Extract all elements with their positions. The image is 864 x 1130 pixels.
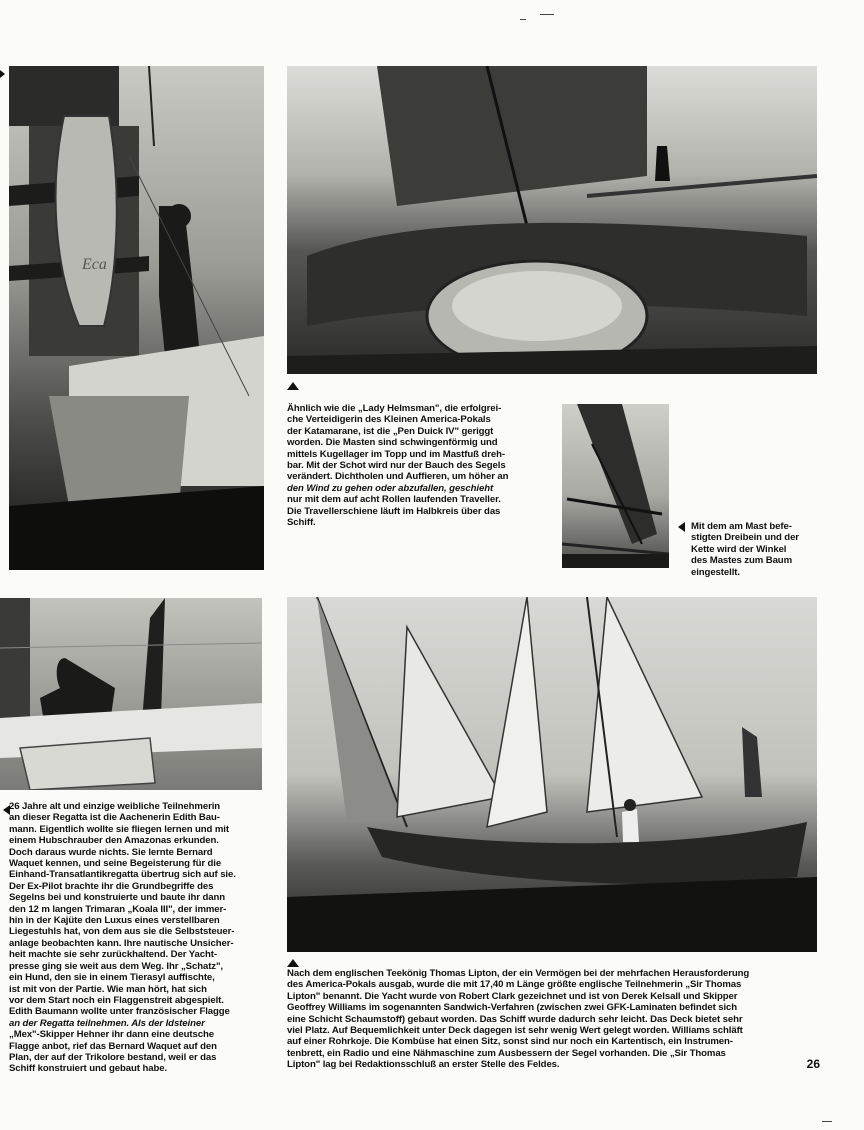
caption-line: Der Ex-Pilot brachte ihr die Grundbegriffe des: [9, 880, 214, 892]
caption-line: Waquet kennen, und seine Begeisterung für die: [9, 858, 222, 870]
page-edge-marker: [0, 70, 5, 78]
photo-koala-trimaran: [0, 598, 262, 790]
caption-line: che Verteidigerin des Kleinen America-Pokals: [287, 414, 491, 426]
caption-line: „Mex"-Skipper Hehner ihr dann eine deutsche: [9, 1029, 214, 1041]
caption-line: mittels Kugellager im Topp und im Mastfuß dreh-: [287, 448, 505, 460]
caption-line: heit machte sie sehr zurückhaltend. Der Yacht-: [9, 949, 217, 961]
caption-line: Liegestuhls hat, von dem aus sie die Selbststeuer-: [9, 926, 235, 938]
caption-line: mann. Eigentlich wollte sie fliegen lernen und mit: [9, 823, 229, 835]
caption-line: einem Hubschrauber den Amazonas erkunden.: [9, 835, 219, 847]
caption-line: Lipton" benannt. Die Yacht wurde von Robert Clark gezeichnet und ist von Derek Kelsall und Skipper: [287, 990, 738, 1002]
caption-line: Kette wird der Winkel: [691, 543, 787, 555]
caption-line: Nach dem englischen Teekönig Thomas Lipton, der ein Vermögen bei der mehrfachen Herausforderung: [287, 968, 750, 979]
caption-pointer-left: [678, 522, 685, 532]
caption-line: Schiff.: [287, 517, 316, 529]
caption-lipton: [287, 968, 832, 1071]
caption-line: nur mit dem auf acht Rollen laufenden Traveller.: [287, 494, 501, 506]
caption-line: Die Travellerschiene läuft im Halbkreis über das: [287, 505, 501, 517]
print-mark: [822, 1121, 832, 1122]
caption-line: ein Hund, den sie in einem Tierasyl auffischte,: [9, 972, 215, 984]
caption-baumann: [9, 801, 271, 1075]
caption-line: Lipton" lag bei Redaktionsschluß an erster Stelle des Feldes.: [287, 1059, 560, 1071]
caption-line: eingestellt.: [691, 566, 740, 578]
photo-sir-thomas-lipton: [287, 597, 817, 952]
caption-line: Geoffrey Williams im sogenannten Sandwich-Verfahren (zwischen zwei GFK-Laminaten befindet sich: [287, 1002, 738, 1014]
caption-tripod: [691, 521, 821, 578]
page-number: 26: [806, 1057, 820, 1071]
photo-mast-crane: [9, 66, 264, 570]
caption-line: anlage beobachten kann. Ihre nautische Unsicher-: [9, 937, 234, 949]
caption-line: verändert. Dichtholen und Auffieren, um höher an: [287, 471, 509, 483]
hull-lettering: Eca: [82, 256, 107, 273]
caption-line: Schiff konstruiert und gebaut habe.: [9, 1063, 168, 1075]
caption-line: Ähnlich wie die „Lady Helmsman", die erfolgrei-: [287, 403, 502, 414]
caption-line: Einhand-Transatlantikregatta übertrug sich auf sie.: [9, 869, 236, 881]
caption-line: Doch daraus wurde nichts. Sie lernte Bernard: [9, 846, 213, 858]
caption-line: worden. Die Masten sind schwingenförmig und: [287, 437, 498, 449]
caption-line: Edith Baumann wollte unter französischer Flagge: [9, 1006, 230, 1018]
caption-line: des Mastes zum Baum: [691, 555, 792, 567]
caption-line: hin in der Kajüte den Luxus eines verstellbaren: [9, 915, 220, 927]
caption-line: bar. Mit der Schot wird nur der Bauch des Segels: [287, 460, 506, 472]
caption-line: viel Platz. Auf Bequemlichkeit unter Deck dagegen ist sehr wenig Wert gelegt worden. Williams schläft: [287, 1025, 743, 1037]
caption-line: Mit dem am Mast befe-: [691, 521, 792, 532]
caption-line: der Katamarane, ist die „Pen Duick IV" geriggt: [287, 425, 494, 437]
caption-pointer-up: [287, 959, 299, 967]
print-mark: [520, 19, 526, 20]
caption-line: vor dem Start noch ein Flaggenstreit abgespielt.: [9, 994, 224, 1006]
caption-line: Segelns bei und konstruierte und baute ihr dann: [9, 892, 225, 904]
caption-line: ist mit von der Partie. Wie man hört, hat sich: [9, 983, 207, 995]
caption-line: tenbrett, ein Radio und eine Nähmaschine zum Ausbessern der Segel vorhanden. Die „Sir Thomas: [287, 1047, 726, 1059]
caption-line: den 12 m langen Trimaran „Koala III", der immer-: [9, 903, 227, 915]
caption-line: Plan, der auf der Trikolore bestand, weil er das: [9, 1051, 217, 1063]
caption-line: presse ging sie weit aus dem Weg. Ihr „Schatz",: [9, 960, 223, 972]
caption-pen-duick: [287, 403, 547, 528]
caption-line: den Wind zu gehen oder abzufallen, geschieht: [287, 482, 494, 494]
photo-pen-duick: [287, 66, 817, 374]
caption-line: stigten Dreibein und der: [691, 532, 799, 544]
caption-line: des America-Pokals ausgab, wurde die mit 17,40 m Länge größte englische Teilnehmerin „Sir Thomas: [287, 979, 742, 991]
print-mark: [540, 14, 554, 15]
photo-mast-tripod: [562, 404, 669, 568]
caption-line: an der Regatta teilnehmen. Als der Idsteiner: [9, 1017, 205, 1029]
caption-pointer-up: [287, 382, 299, 390]
caption-line: eine Schicht Schaumstoff) gebaut worden. Das Schiff wurde dadurch sehr leicht. Das Deck bietet sehr: [287, 1013, 743, 1025]
caption-line: auf einer Rohrkoje. Die Kombüse hat einen Sitz, sonst sind nur noch ein Kartentisch, ein Instrumen-: [287, 1036, 733, 1048]
caption-line: 26 Jahre alt und einzige weibliche Teilnehmerin: [9, 801, 221, 812]
caption-line: Flagge anbot, rief das Bernard Waquet auf den: [9, 1040, 217, 1052]
caption-line: an dieser Regatta ist die Aachenerin Edith Bau-: [9, 812, 220, 824]
